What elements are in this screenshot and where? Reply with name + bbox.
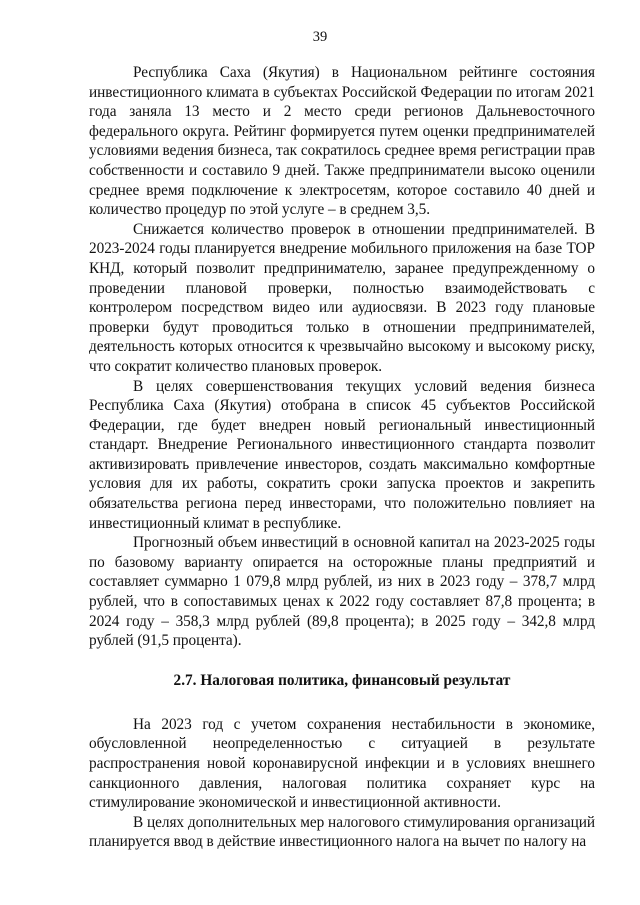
paragraph-tax-incentives: В целях дополнительных мер налогового стимулирования организаций планируется ввод в действие инвестиционного налога на вычет по налогу на xyxy=(89,813,595,851)
paragraph-investment-forecast: Прогнозный объем инвестиций в основной капитал на 2023-2025 годы по базовому варианту опирается на осторожные планы предприятий и составляет суммарно 1 079,8 млрд рублей, из них в 2023 году – 378,7 млрд рублей, что в сопоставимых ценах к 2022 году составляет 87,8 процента; в 2024 году – 358,3 млрд рублей (89,8 процента); в 2025 году – 342,8 млрд рублей (91,5 процента). xyxy=(89,534,595,650)
paragraph-inspections: Снижается количество проверок в отношении предпринимателей. В 2023-2024 годы планируется внедрение мобильного приложения на базе ТОР КНД, который позволит предпринимателю, заранее предупрежденному о проведении плановой проверки, полностью взаимодействовать с контролером посредством видео или аудиосвязи. В 2023 году плановые проверки будут проводиться только в отношении предпринимателей, деятельность которых относится к чрезвычайно высокому и высокому риску, что сократит количество плановых проверок. xyxy=(89,220,595,375)
section-heading: 2.7. Налоговая политика, финансовый результат xyxy=(173,671,511,689)
paragraph-investment-standard: В целях совершенствования текущих условий ведения бизнеса Республика Саха (Якутия) отобрана в список 45 субъектов Российской Федерации, где будет внедрен новый региональный инвестиционный стандарт. Внедрение Регионального инвестиционного стандарта позволит активизировать привлечение инвесторов, создать максимально комфортные условия для их работы, сократить сроки запуска проектов и закрепить обязательства региона перед инвесторами, что положительно повлияет на инвестиционный климат в республике. xyxy=(89,377,595,532)
paragraph-tax-policy: На 2023 год с учетом сохранения нестабильности в экономике, обусловленной неопределенностью с ситуацией в результате распространения новой коронавирусной инфекции и в условиях внешнего санкционного давления, налоговая политика сохраняет курс на стимулирование экономической и инвестиционной активности. xyxy=(89,715,595,812)
page-number: 39 xyxy=(312,29,328,45)
document-body xyxy=(89,63,595,852)
paragraph-investment-rating: Республика Саха (Якутия) в Национальном рейтинге состояния инвестиционного климата в субъектах Российской Федерации по итогам 2021 года заняла 13 место и 2 место среди регионов Дальневосточного федерального округа. Рейтинг формируется путем оценки предпринимателей условиями ведения бизнеса, так сократилось среднее время регистрации прав собственности и составило 9 дней. Также предприниматели высоко оценили среднее время подключение к электросетям, которое составило 40 дней и количество процедур по этой услуге – в среднем 3,5. xyxy=(89,64,595,219)
